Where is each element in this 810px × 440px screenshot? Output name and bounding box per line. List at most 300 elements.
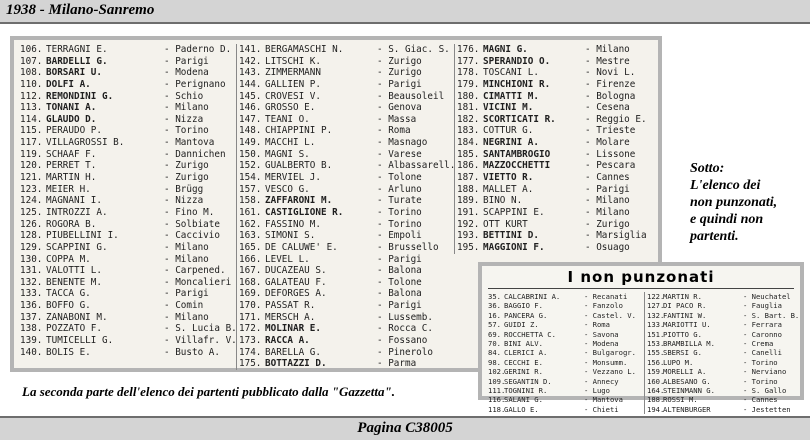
rider-city: - Lugo	[584, 385, 610, 395]
side-note-line: partenti.	[690, 229, 739, 244]
list-item	[20, 102, 242, 114]
rider-city: - Torino	[164, 125, 209, 137]
rider-name: ROGORA B.	[46, 218, 97, 230]
rider-city: - Villafr. V.	[164, 335, 237, 347]
list-item	[457, 207, 657, 219]
rider-city: - S. Bart. B.	[743, 310, 800, 320]
list-item	[239, 230, 453, 242]
rider-name: VESCO G.	[265, 183, 310, 195]
list-item	[20, 160, 242, 172]
rider-number: 155.	[647, 348, 665, 358]
rider-city: - Fauglia	[743, 301, 782, 311]
rider-city: - Turate	[377, 195, 422, 207]
rider-city: - Milano	[585, 44, 630, 55]
rider-name: BINO N.	[483, 195, 523, 207]
rider-number: 122.	[647, 292, 665, 301]
list-item	[239, 219, 453, 231]
rider-name: SIMONI S.	[265, 230, 316, 242]
rider-city: - Comin	[164, 300, 204, 312]
rider-number: 194.	[647, 404, 665, 414]
rider-number: 168.	[239, 276, 262, 288]
rider-number: 157.	[239, 183, 262, 195]
rider-number: 108.	[20, 67, 43, 79]
rider-name: CASTIGLIONE R.	[265, 206, 344, 218]
rider-name: PIUBELLINI I.	[46, 230, 119, 242]
rider-name: TERRAGNI E.	[46, 44, 108, 55]
rider-number: 158.	[239, 195, 262, 207]
list-item	[239, 300, 453, 312]
rider-name: CROVESI V.	[265, 90, 321, 102]
rider-city: - Schio	[164, 90, 204, 102]
rider-number: 35.	[488, 292, 501, 301]
rider-name: DOLFI A.	[46, 78, 91, 90]
non-punzonati-clipping	[478, 262, 804, 414]
rider-number: 144.	[239, 78, 262, 90]
rider-name: PASSAT R.	[265, 300, 316, 312]
rider-name: SEGANTIN D.	[504, 376, 552, 386]
rider-number: 113.	[20, 102, 43, 114]
rider-number: 125.	[20, 206, 43, 218]
list-item	[488, 395, 640, 404]
rider-city: - Dannichen	[164, 148, 226, 160]
rider-number: 137.	[20, 311, 43, 323]
rider-city: - Neuchatel	[743, 292, 791, 301]
rider-name: MERVIEL J.	[265, 172, 321, 184]
rider-name: ALTENBURGER	[663, 404, 711, 414]
rider-city: - Parigi	[377, 300, 422, 312]
rider-city: - Monsumm.	[584, 357, 628, 367]
list-item	[457, 219, 657, 231]
rider-name: GROSSO E.	[265, 102, 316, 114]
rider-name: PERAUDO P.	[46, 125, 102, 137]
rider-name: CIMATTI M.	[483, 90, 539, 102]
list-item	[457, 79, 657, 91]
rider-city: - Torino	[743, 376, 778, 386]
list-item	[457, 172, 657, 184]
rider-name: SANTAMBROGIO	[483, 148, 551, 160]
rider-name: NEGRINI A.	[483, 137, 539, 149]
rider-name: ZIMMERMANN	[265, 67, 321, 79]
rider-city: - Brügg	[164, 183, 204, 195]
list-item	[488, 377, 640, 386]
rider-city: - Zurigo	[377, 67, 422, 79]
rider-city: - Empoli	[377, 230, 422, 242]
rider-city: - Parigi	[164, 288, 209, 300]
rider-city: - Busto A.	[164, 346, 220, 358]
rider-number: 183.	[457, 125, 480, 137]
rider-name: MALLET A.	[483, 183, 534, 195]
list-item	[239, 184, 453, 196]
list-item	[20, 335, 242, 347]
rider-city: - Milano	[164, 311, 209, 323]
rider-name: DE CALUWE' E.	[265, 241, 338, 253]
rider-city: - Roma	[377, 125, 411, 137]
rider-number: 169.	[239, 288, 262, 300]
rider-number: 152.	[239, 160, 262, 172]
rider-name: VILLAGROSSI B.	[46, 137, 125, 149]
rider-name: OTT KURT	[483, 218, 528, 230]
rider-number: 147.	[239, 113, 262, 125]
rider-city: - Bulgarogr.	[584, 348, 636, 358]
rider-number: 146.	[239, 102, 262, 114]
rider-number: 193.	[457, 230, 480, 242]
rider-number: 16.	[488, 310, 501, 320]
list-item	[457, 195, 657, 207]
list-item	[20, 323, 242, 335]
rider-number: 123.	[20, 183, 43, 195]
rider-number: 116.	[488, 395, 506, 405]
rider-city: - Carpened.	[164, 265, 226, 277]
list-item	[239, 56, 453, 68]
list-item	[488, 292, 640, 301]
rider-city: - Novi L.	[585, 67, 636, 79]
rider-number: 175.	[239, 358, 262, 370]
rider-city: - Reggio E.	[585, 113, 647, 125]
list-item	[457, 102, 657, 114]
list-item	[457, 184, 657, 196]
rider-name: FASSINO M.	[265, 218, 321, 230]
rider-name: BARELLA G.	[265, 346, 321, 358]
rider-city: - Solbiate	[164, 218, 220, 230]
rider-number: 166.	[239, 253, 262, 265]
rider-city: - Ferrara	[743, 320, 782, 330]
rider-name: ALBESANO G.	[663, 376, 711, 386]
rider-number: 153.	[647, 338, 665, 348]
rider-name: BINI ALV.	[504, 338, 543, 348]
rider-name: SCORTICATI R.	[483, 113, 556, 125]
rider-number: 133.	[647, 320, 665, 330]
rider-name: ZAFFARONI M.	[265, 195, 333, 207]
rider-name: VALOTTI L.	[46, 265, 102, 277]
rider-city: - Caccivio	[164, 230, 220, 242]
rider-city: - Torino	[743, 357, 778, 367]
rider-city: - Osuago	[585, 241, 630, 253]
list-item	[647, 311, 801, 320]
rider-number: 102.	[488, 367, 506, 377]
rider-city: - Genova	[377, 102, 422, 114]
list-item	[647, 320, 801, 329]
list-item	[647, 292, 801, 301]
rider-city: - Brussello	[377, 241, 439, 253]
non-punzonati-title: I non punzonati	[567, 268, 715, 286]
rider-city: - Mantova	[164, 137, 215, 149]
list-item	[20, 44, 242, 56]
rider-name: BOLIS E.	[46, 346, 91, 358]
starters-column-2	[236, 44, 456, 370]
rider-name: CHIAPPINI P.	[265, 125, 333, 137]
rider-city: - Beausoleil	[377, 90, 445, 102]
list-item	[457, 242, 657, 254]
rider-number: 167.	[239, 265, 262, 277]
list-item	[488, 405, 640, 414]
rider-city: - Balona	[377, 288, 422, 300]
list-item	[20, 300, 242, 312]
non-punzonati-column-2	[644, 292, 801, 414]
rider-city: - S. Gallo	[743, 385, 787, 395]
list-item	[457, 160, 657, 172]
rider-number: 161.	[239, 206, 262, 218]
rider-city: - Savona	[584, 329, 619, 339]
rider-number: 185.	[457, 148, 480, 160]
list-item	[457, 56, 657, 68]
list-item	[239, 79, 453, 91]
list-item	[457, 91, 657, 103]
rider-name: BRAMBILLA M.	[663, 338, 715, 348]
list-item	[457, 125, 657, 137]
list-item	[20, 114, 242, 126]
list-item	[457, 44, 657, 56]
rider-name: BOTTAZZI D.	[265, 358, 327, 370]
rider-number: 118.	[488, 404, 506, 414]
rider-number: 127.	[647, 301, 665, 311]
rider-number: 115.	[20, 125, 43, 137]
list-item	[239, 347, 453, 359]
list-item	[239, 358, 453, 370]
rider-number: 110.	[20, 78, 43, 90]
rider-number: 173.	[239, 335, 262, 347]
rider-number: 181.	[457, 102, 480, 114]
rider-city: - Modena	[164, 67, 209, 79]
rider-number: 170.	[239, 300, 262, 312]
rider-name: GALLO E.	[504, 404, 539, 414]
rider-name: SCAPPINI E.	[483, 206, 545, 218]
list-item	[239, 67, 453, 79]
rider-number: 164.	[647, 385, 665, 395]
rider-name: VIETTO R.	[483, 172, 534, 184]
rider-number: 189.	[457, 195, 480, 207]
rider-city: - Fino M.	[164, 206, 215, 218]
rider-number: 143.	[239, 67, 262, 79]
rider-city: - Pinerolo	[377, 346, 433, 358]
rider-number: 70.	[488, 338, 501, 348]
rider-city: - Lissone	[585, 148, 636, 160]
list-item	[239, 265, 453, 277]
page-number: Pagina C38005	[357, 420, 453, 436]
rider-number: 36.	[488, 301, 501, 311]
rider-city: - Zurigo	[164, 160, 209, 172]
rider-city: - Tolone	[377, 276, 422, 288]
rider-city: - Milano	[164, 102, 209, 114]
rider-name: PANCERA G.	[504, 310, 548, 320]
rider-name: LEVEL L.	[265, 253, 310, 265]
rider-name: PERRET T.	[46, 160, 97, 172]
list-item	[20, 277, 242, 289]
rider-number: 133.	[20, 288, 43, 300]
rider-name: TACCA G.	[46, 288, 91, 300]
rider-name: GUIDI Z.	[504, 320, 539, 330]
list-item	[647, 395, 801, 404]
list-item	[457, 137, 657, 149]
rider-name: VICINI M.	[483, 102, 534, 114]
list-item	[457, 114, 657, 126]
rider-city: - Masnago	[377, 137, 428, 149]
rider-number: 188.	[457, 183, 480, 195]
rider-city: - Arluno	[377, 183, 422, 195]
rider-city: - Torino	[377, 206, 422, 218]
rider-city: - Parigi	[585, 183, 630, 195]
rider-name: GLAUDO D.	[46, 113, 97, 125]
rider-city: - Nerviano	[743, 367, 787, 377]
rider-number: 141.	[239, 44, 262, 55]
side-note-line: e quindi non	[690, 212, 764, 227]
rider-name: MEIER H.	[46, 183, 91, 195]
list-item	[488, 311, 640, 320]
rider-city: - Zurigo	[164, 172, 209, 184]
starters-column-3	[454, 44, 657, 254]
rider-number: 195.	[457, 241, 480, 253]
rider-city: - Molare	[585, 137, 630, 149]
list-item	[488, 330, 640, 339]
rider-city: - Modena	[584, 338, 619, 348]
list-item	[647, 339, 801, 348]
list-item	[488, 320, 640, 329]
rider-name: POZZATO F.	[46, 323, 102, 335]
list-item	[239, 277, 453, 289]
rider-city: - Moncalieri	[164, 276, 232, 288]
list-item	[488, 386, 640, 395]
rider-name: MERSCH A.	[265, 311, 316, 323]
list-item	[20, 91, 242, 103]
rider-name: MARTIN R.	[663, 292, 702, 301]
rider-city: - Parigi	[377, 78, 422, 90]
rider-city: - Nizza	[164, 195, 204, 207]
rider-number: 69.	[488, 329, 501, 339]
rider-name: ROCCHETTA C.	[504, 329, 556, 339]
rider-name: ZANABONI M.	[46, 311, 108, 323]
rider-name: INTROZZI A.	[46, 206, 108, 218]
header-bar	[0, 0, 810, 24]
rider-name: MAGNI S.	[265, 148, 310, 160]
rider-city: - Cesena	[585, 102, 630, 114]
rider-city: - Crema	[743, 338, 774, 348]
rider-name: GUALBERTO B.	[265, 160, 333, 172]
rider-number: 180.	[457, 90, 480, 102]
list-item	[647, 367, 801, 376]
rider-city: - Pescara	[585, 160, 636, 172]
list-item	[20, 242, 242, 254]
list-item	[239, 207, 453, 219]
rider-name: CALCABRINI A.	[504, 292, 561, 301]
rider-number: 139.	[20, 335, 43, 347]
list-item	[488, 358, 640, 367]
list-item	[20, 312, 242, 324]
list-item	[647, 405, 801, 414]
rider-name: RACCA A.	[265, 335, 310, 347]
rider-number: 107.	[20, 55, 43, 67]
rider-name: SBERSI G.	[663, 348, 702, 358]
rider-name: MAGNI G.	[483, 44, 528, 55]
rider-number: 186.	[457, 160, 480, 172]
rider-name: GALLIEN P.	[265, 78, 321, 90]
rider-city: - Perignano	[164, 78, 226, 90]
rider-number: 171.	[239, 311, 262, 323]
rider-name: COTTUR G.	[483, 125, 534, 137]
rider-name: DI PACO R.	[663, 301, 707, 311]
rider-number: 163.	[239, 230, 262, 242]
rider-city: - Cannes	[585, 172, 630, 184]
list-item	[488, 301, 640, 310]
rider-number: 150.	[239, 148, 262, 160]
rider-name: REMONDINI G.	[46, 90, 114, 102]
rider-number: 178.	[457, 67, 480, 79]
rider-city: - S. Lucia B.	[164, 323, 237, 335]
rider-number: 191.	[457, 206, 480, 218]
list-item	[20, 219, 242, 231]
list-item	[20, 67, 242, 79]
rider-name: FANTINI W.	[663, 310, 707, 320]
list-item	[20, 172, 242, 184]
non-punzonati-column-1	[488, 292, 640, 414]
rider-city: - Balona	[377, 265, 422, 277]
rider-number: 148.	[239, 125, 262, 137]
rider-name: BARDELLI G.	[46, 55, 108, 67]
rider-name: TONANI A.	[46, 102, 97, 114]
rider-name: MAGGIONI F.	[483, 241, 545, 253]
rider-city: - Tolone	[377, 172, 422, 184]
rider-name: PIOTTO G.	[663, 329, 702, 339]
rider-city: - Recanati	[584, 292, 628, 301]
rider-city: - Cannes	[743, 395, 778, 405]
list-item	[239, 288, 453, 300]
list-item	[647, 330, 801, 339]
list-item	[647, 358, 801, 367]
list-item	[488, 348, 640, 357]
rider-name: LITSCHI K.	[265, 55, 321, 67]
list-item	[239, 91, 453, 103]
rider-city: - Firenze	[585, 78, 636, 90]
rider-name: TOSCANI L.	[483, 67, 539, 79]
rider-number: 130.	[20, 253, 43, 265]
rider-name: TUMICELLI G.	[46, 335, 114, 347]
rider-number: 57.	[488, 320, 501, 330]
rider-number: 136.	[20, 300, 43, 312]
rider-name: CECCHI E.	[504, 357, 543, 367]
rider-number: 114.	[20, 113, 43, 125]
list-item	[647, 301, 801, 310]
list-item	[457, 67, 657, 79]
rider-number: 126.	[20, 218, 43, 230]
rider-city: - Parigi	[164, 55, 209, 67]
rider-number: 149.	[239, 137, 262, 149]
rider-name: BENENTE M.	[46, 276, 102, 288]
rider-name: MARTIN H.	[46, 172, 97, 184]
list-item	[239, 137, 453, 149]
rider-city: - Trieste	[585, 125, 636, 137]
rider-number: 128.	[20, 230, 43, 242]
rider-name: MACCHI L.	[265, 137, 316, 149]
rider-number: 187.	[457, 172, 480, 184]
rider-city: - Parma	[377, 358, 417, 370]
list-item	[20, 184, 242, 196]
rider-name: DUCAZEAU S.	[265, 265, 327, 277]
rider-name: TOGNINI R.	[504, 385, 548, 395]
rider-name: BERGAMASCHI N.	[265, 44, 344, 55]
rider-number: 138.	[20, 323, 43, 335]
list-item	[20, 265, 242, 277]
rider-name: SPERANDIO O.	[483, 55, 551, 67]
list-item	[647, 377, 801, 386]
rider-city: - Fanzolo	[584, 301, 623, 311]
rider-number: 142.	[239, 55, 262, 67]
rider-name: SALANI G.	[504, 395, 543, 405]
rider-city: - Massa	[377, 113, 417, 125]
starters-column-1	[20, 44, 242, 358]
rider-number: 112.	[20, 90, 43, 102]
rider-number: 132.	[20, 276, 43, 288]
rider-city: - Marsiglia	[585, 230, 647, 242]
rider-number: 124.	[20, 195, 43, 207]
rider-city: - Lussemb.	[377, 311, 433, 323]
